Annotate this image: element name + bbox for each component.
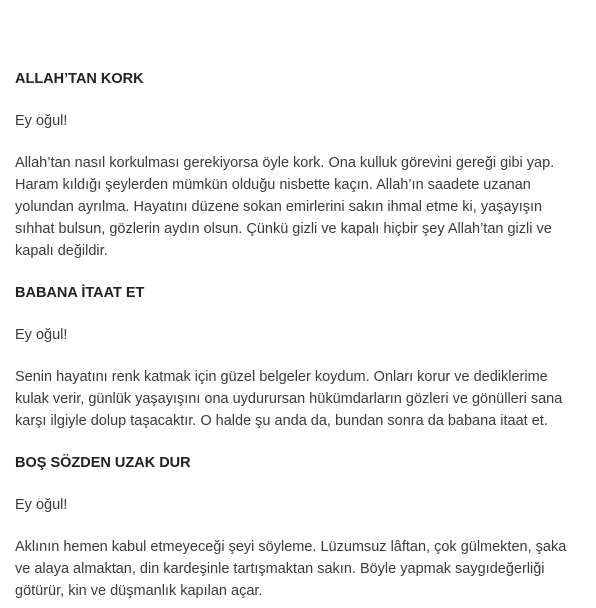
greeting-text: Ey oğul! [15, 327, 68, 343]
greeting-text: Ey oğul! [15, 113, 68, 129]
greeting-text: Ey oğul! [15, 497, 68, 513]
section-heading-avoid-idle-talk: BOŞ SÖZDEN UZAK DUR [15, 455, 191, 471]
section-heading-obey-father: BABANA İTAAT ET [15, 285, 145, 301]
paragraph-text: Allah’tan nasıl korkulması gerekiyorsa öyle kork. Ona kulluk görevini gereği gibi yap. Haram kıldığı şeylerden mümkün olduğu nisbette kaçın. Allah’ın saadete uzanan yolundan ayrılma. Hayatını düzene sokan emirlerini sakın ihmal etme ki, yaşayışın sıhhat bulsun, gözlerin aydın olsun. Çünkü gizli ve kapalı hiçbir şey Allah’tan gizli ve kapalı değildir. [15, 155, 555, 259]
article-content [15, 68, 575, 602]
paragraph-text: Senin hayatını renk katmak için güzel belgeler koydum. Onları korur ve dediklerime kulak verir, günlük yaşayışını ona uydurursan hükümdarların gözleri ve gönülleri sana karşı ilgiyle dolup taşacaktır. O halde şu anda da, bundan sonra da babana itaat et. [15, 369, 563, 429]
paragraph-text: Aklının hemen kabul etmeyeceği şeyi söyleme. Lüzumsuz lâftan, çok gülmekten, şaka ve alaya almaktan, din kardeşinle tartışmaktan sakın. Böyle yapmak saygıdeğerliği götürür, kin ve düşmanlık kapılan açar. [15, 539, 567, 599]
section-heading-fear-allah: ALLAH’TAN KORK [15, 71, 144, 87]
